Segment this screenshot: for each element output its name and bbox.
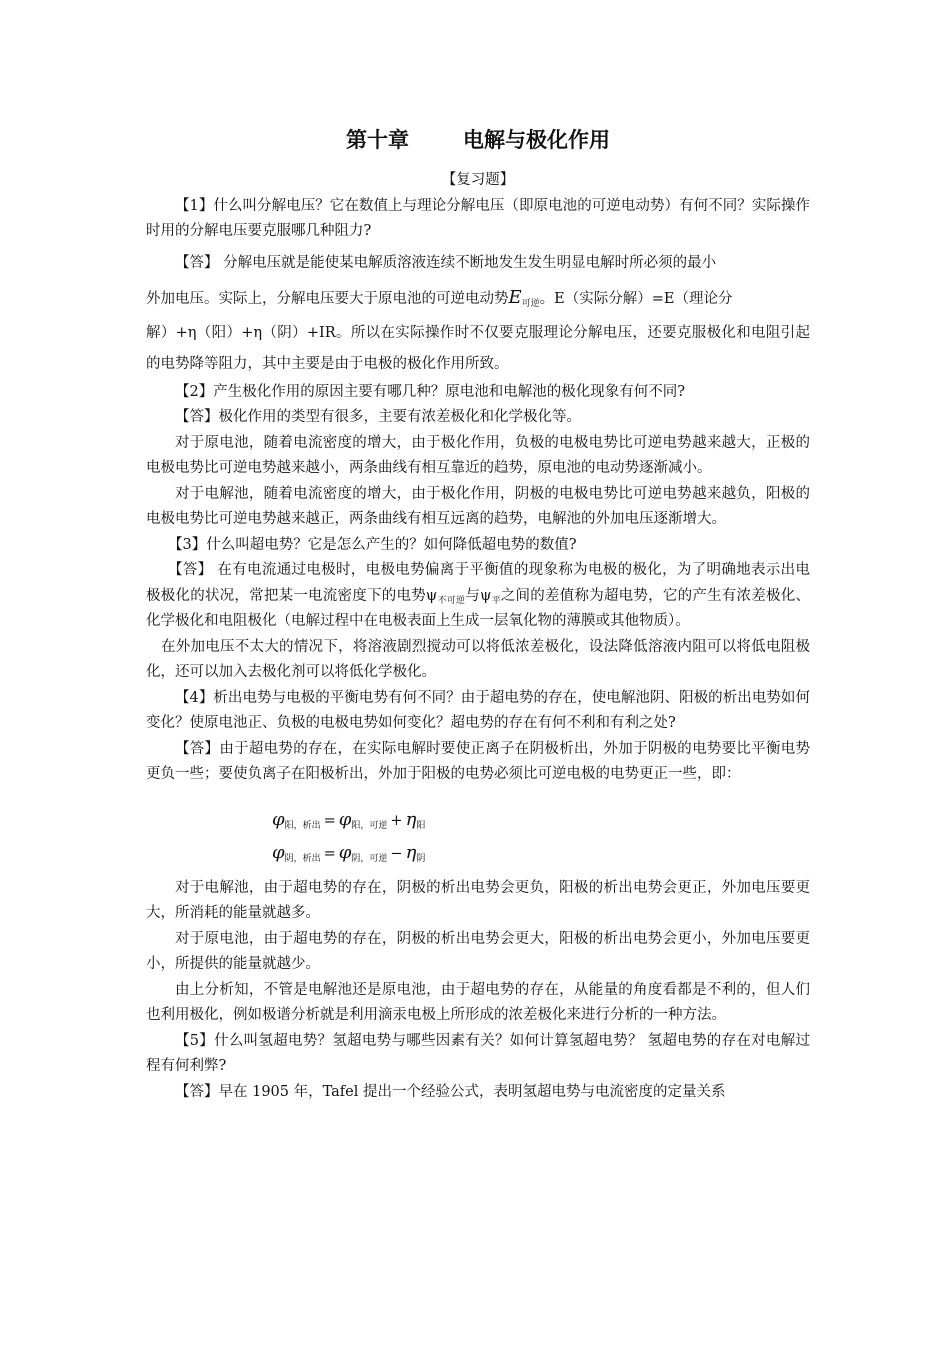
answer-5: 【答】早在 1905 年，Tafel 提出一个经验公式，表明氢超电势与电流密度的定量关系 <box>175 1083 726 1100</box>
answer-1-line1: 【答】 分解电压就是能使某电解质溶液连续不断地发生发生明显电解时所必须的最小 <box>175 254 717 271</box>
answer-4-electrolytic: 对于电解池，由于超电势的存在，阴极的析出电势会更负，阳极的析出电势会更正，外加电压要更大，所消耗的能量就越多。 <box>146 879 810 921</box>
formula-cathode-minus: − <box>390 845 403 862</box>
answer-1-text: 外加电压。实际上，分解电压要大于原电池的可逆电动势 <box>146 290 509 307</box>
formula-anode-rhs-sub: 阳，可逆 <box>351 820 388 831</box>
formula-cathode <box>272 837 810 870</box>
math-e-reversible: E <box>508 286 522 308</box>
phi-symbol: φ <box>338 841 352 863</box>
answer-1-line2 <box>146 282 810 315</box>
phi-symbol: φ <box>338 808 352 830</box>
answer-1-line3: 解）+η（阳）+η（阴）+IR。所以在实际操作时不仅要克服理论分解电压，还要克服极化和电阻引起的电势降等阻力，其中主要是由于电极的极化作用所致。 <box>146 324 810 372</box>
phi-symbol: φ <box>272 841 285 863</box>
formula-anode-plus: + <box>390 812 403 829</box>
formula-anode-eta-sub: 阳 <box>416 820 426 831</box>
phi-symbol: φ <box>272 808 285 830</box>
document-body <box>146 122 810 1105</box>
question-4: 【4】析出电势与电极的平衡电势有何不同？由于超电势的存在，使电解池阴、阳极的析出电势如何变化？使原电池正、负极的电极电势如何变化？超电势的存在有何不利和有利之处? <box>146 689 810 731</box>
answer-4: 【答】由于超电势的存在，在实际电解时要使正离子在阴极析出，外加于阴极的电势要比平衡电势更负一些；要使负离子在阳极析出，外加于阳极的电势必须比可逆电极的电势更正一些，即： <box>146 740 810 782</box>
eta-symbol: η <box>405 808 417 830</box>
question-2: 【2】产生极化作用的原因主要有哪几种？原电池和电解池的极化现象有何不同? <box>175 383 685 400</box>
answer-2-galvanic: 对于原电池，随着电流密度的增大，由于极化作用，负极的电极电势比可逆电势越来越大，正极的电极电势比可逆电势越来越小，两条曲线有相互靠近的趋势，原电池的电动势逐渐减小。 <box>146 434 810 476</box>
formula-cathode-rhs-sub: 阴，可逆 <box>351 853 388 864</box>
answer-4-summary: 由上分析知，不管是电解池还是原电池，由于超电势的存在，从能量的角度看都是不利的，但人们也利用极化，例如极谱分析就是利用滴汞电极上所形成的浓差极化来进行分析的一种方法。 <box>146 981 810 1023</box>
eta-symbol: η <box>405 841 417 863</box>
math-e-subscript: 可逆 <box>521 298 540 309</box>
answer-3-reduce: 在外加电压不太大的情况下，将溶液剧烈搅动可以将低浓差极化，设法降低溶液内阻可以将低电阻极化，还可以加入去极化剂可以将低化学极化。 <box>146 638 810 680</box>
question-1: 【1】什么叫分解电压？它在数值上与理论分解电压（即原电池的可逆电动势）有何不同？实际操作时用的分解电压要克服哪几种阻力? <box>146 197 810 239</box>
chapter-number: 第十章 <box>346 127 409 152</box>
question-5: 【5】什么叫氢超电势？氢超电势与哪些因素有关？如何计算氢超电势？ 氢超电势的存在对电解过程有何利弊? <box>146 1032 810 1074</box>
formula-anode-lhs-sub: 阳，析出 <box>284 820 321 831</box>
answer-4-galvanic: 对于原电池，由于超电势的存在，阴极的析出电势会更大，阳极的析出电势会更小，外加电压要更小，所提供的能量就越少。 <box>146 930 810 972</box>
formula-block <box>272 804 810 870</box>
section-heading: 【复习题】 <box>441 172 515 188</box>
answer-1-text-post: 。E（实际分解）=E（理论分 <box>539 290 733 307</box>
answer-3 <box>146 558 810 635</box>
chapter-name: 电解与极化作用 <box>463 127 610 152</box>
question-3: 【3】什么叫超电势？它是怎么产生的？如何降低超电势的数值? <box>168 536 577 553</box>
psi-subscript-irreversible: 不可逆 <box>437 595 466 606</box>
formula-anode <box>272 804 810 837</box>
answer-3-mid: 与ψ <box>465 587 492 604</box>
chapter-title <box>146 122 810 158</box>
answer-2: 【答】极化作用的类型有很多，主要有浓差极化和化学极化等。 <box>175 409 581 425</box>
answer-2-electrolytic: 对于电解池，随着电流密度的增大，由于极化作用，阴极的电极电势比可逆电势越来越负，阳极的电极电势比可逆电势越来越正，两条曲线有相互远离的趋势，电解池的外加电压逐渐增大。 <box>146 485 810 527</box>
answer-3-text: 【答】 在有电流通过电极时，电极电势偏离于平衡值的现象称为电极的极化，为了明确地表示出电极极化的状况，常把某一电流密度下的电势ψ <box>146 562 810 604</box>
formula-anode-equals: = <box>323 812 336 829</box>
formula-cathode-lhs-sub: 阴，析出 <box>284 853 321 864</box>
answer-3-post: 之间的差值称为超电势，它的产生有浓差极化、化学极化和电阻极化（电解过程中在电极表面上生成一层氧化物的薄膜或其他物质）。 <box>146 587 810 629</box>
formula-cathode-eta-sub: 阴 <box>416 853 426 864</box>
formula-cathode-equals: = <box>323 845 336 862</box>
psi-subscript-equilibrium: 平 <box>491 595 501 606</box>
